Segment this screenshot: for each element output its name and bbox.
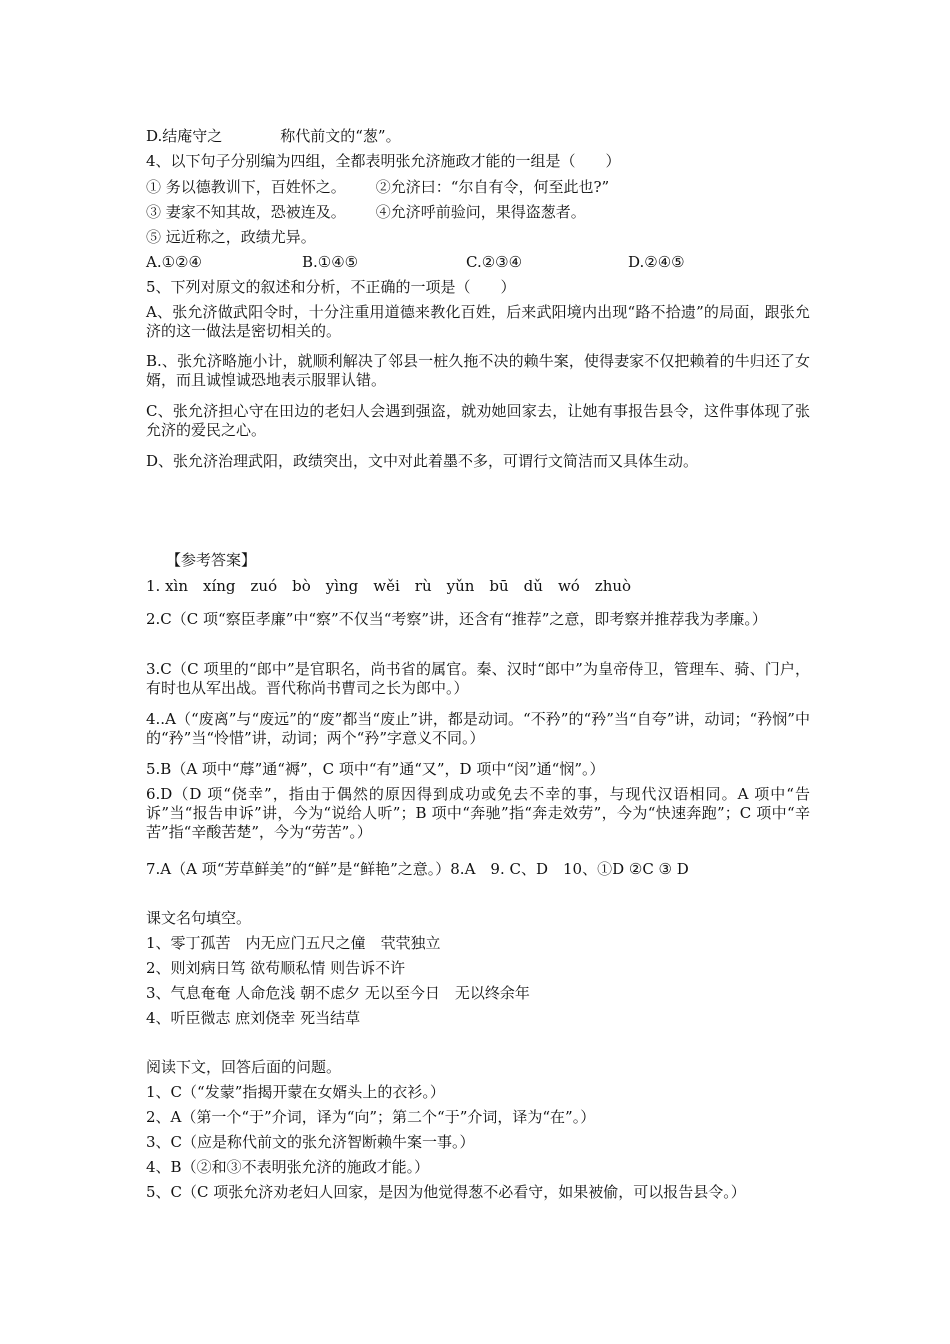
reading-answer-5: 5、C（C 项张允济劝老妇人回家，是因为他觉得葱不必看守，如果被偷，可以报告县令。） [146, 1183, 746, 1201]
q5-option-a: A、张允济做武阳令时，十分注重用道德来教化百姓，后来武阳境内出现“路不拾遗”的局面，跟张允济的这一做法是密切相关的。 [146, 303, 810, 340]
q4-option-a: A.①②④ [146, 253, 202, 271]
q5-option-c: C、张允济担心守在田边的老妇人会遇到强盗，就劝她回家去，让她有事报告县令，这件事体现了张允济的爱民之心。 [146, 402, 810, 439]
option-d-line [146, 127, 810, 146]
reading-answer-2: 2、A（第一个“于”介词，译为“向”；第二个“于”介词，译为“在”。） [146, 1108, 596, 1126]
q4-stem: 4、以下句子分别编为四组，全都表明张允济施政才能的一组是（ ） [146, 152, 621, 170]
answer-6: 6.D（D 项“侥幸”，指由于偶然的原因得到成功或免去不幸的事，与现代汉语相同。A 项中“告诉”当“报告申诉”讲，今为“说给人听”；B 项中“奔驰”指“奔走效劳”，今为“快速奔跑”；C 项中“辛苦”指“辛酸苦楚”，今为“劳苦”。） [146, 785, 810, 841]
answer-7-10: 7.A（A 项“芳草鲜美”的“鲜”是“鲜艳”之意。）8.A 9. C、D 10、①D ②C ③ D [146, 860, 689, 878]
fill-heading: 课文名句填空。 [146, 909, 252, 927]
q4-sentences-3-4 [146, 203, 810, 222]
answer-3: 3.C（C 项里的“郎中”是官职名，尚书省的属官。秦、汉时“郎中”为皇帝侍卫，管理车、骑、门户，有时也从军出战。晋代称尚书曹司之长为郎中。） [146, 660, 810, 697]
answer-4: 4..A（“废离”与“废远”的“废”都当“废止”讲，都是动词。“不矜”的“矜”当“自夸”讲，动词；“矜悯”中的“矜”当“怜惜”讲，动词；两个“矜”字意义不同。） [146, 710, 810, 747]
q4-sentence-5: ⑤ 远近称之，政绩尤异。 [146, 228, 316, 246]
q4-sentence-1: ① 务以德教训下，百姓怀之。 [146, 178, 346, 196]
q5-option-d: D、张允济治理武阳，政绩突出，文中对此着墨不多，可谓行文简洁而又具体生动。 [146, 452, 699, 470]
answer-1: 1. xìn xíng zuó bò yìng wěi rù yǔn bū dǔ wó zhuò [146, 577, 632, 595]
fill-item-1: 1、零丁孤苦 内无应门五尺之僮 茕茕独立 [146, 934, 441, 952]
q5-option-b: B.、张允济略施小计，就顺利解决了邻县一桩久拖不决的赖牛案，使得妻家不仅把赖着的牛归还了女婿，而且诚惶诚恐地表示服罪认错。 [146, 352, 810, 389]
q4-sentence-4: ④允济呼前验问，果得盗葱者。 [375, 203, 586, 221]
option-d-text: D.结庵守之 [146, 127, 223, 145]
q4-option-d: D.②④⑤ [628, 253, 685, 271]
reading-answer-1: 1、C（“发蒙”指揭开蒙在女婿头上的衣衫。） [146, 1083, 445, 1101]
reading-answer-3: 3、C（应是称代前文的张允济智断赖牛案一事。） [146, 1133, 475, 1151]
answer-2: 2.C（C 项“察臣孝廉”中“察”不仅当“考察”讲，还含有“推荐”之意，即考察并推荐我为孝廉。） [146, 610, 767, 628]
fill-item-3: 3、气息奄奄 人命危浅 朝不虑夕 无以至今日 无以终余年 [146, 984, 530, 1002]
q5-stem: 5、下列对原文的叙述和分析，不正确的一项是（ ） [146, 278, 516, 296]
q4-sentence-3: ③ 妻家不知其故，恐被连及。 [146, 203, 346, 221]
q4-option-b: B.①④⑤ [302, 253, 359, 271]
answers-heading: 【参考答案】 [166, 551, 257, 569]
q4-sentence-2: ②允济曰：“尔自有令，何至此也?” [375, 178, 610, 196]
option-d-explanation: 称代前文的“葱”。 [280, 127, 401, 145]
fill-item-4: 4、听臣微志 庶刘侥幸 死当结草 [146, 1009, 361, 1027]
fill-item-2: 2、则刘病日笃 欲苟顺私情 则告诉不许 [146, 959, 406, 977]
reading-answer-4: 4、B（②和③不表明张允济的施政才能。） [146, 1158, 430, 1176]
reading-heading: 阅读下文，回答后面的问题。 [146, 1058, 342, 1076]
q4-sentences-1-2 [146, 178, 810, 197]
q4-option-c: C.②③④ [466, 253, 523, 271]
answer-5: 5.B（A 项中“蓐”通“褥”，C 项中“有”通“又”，D 项中“闵”通“悯”。） [146, 760, 605, 778]
